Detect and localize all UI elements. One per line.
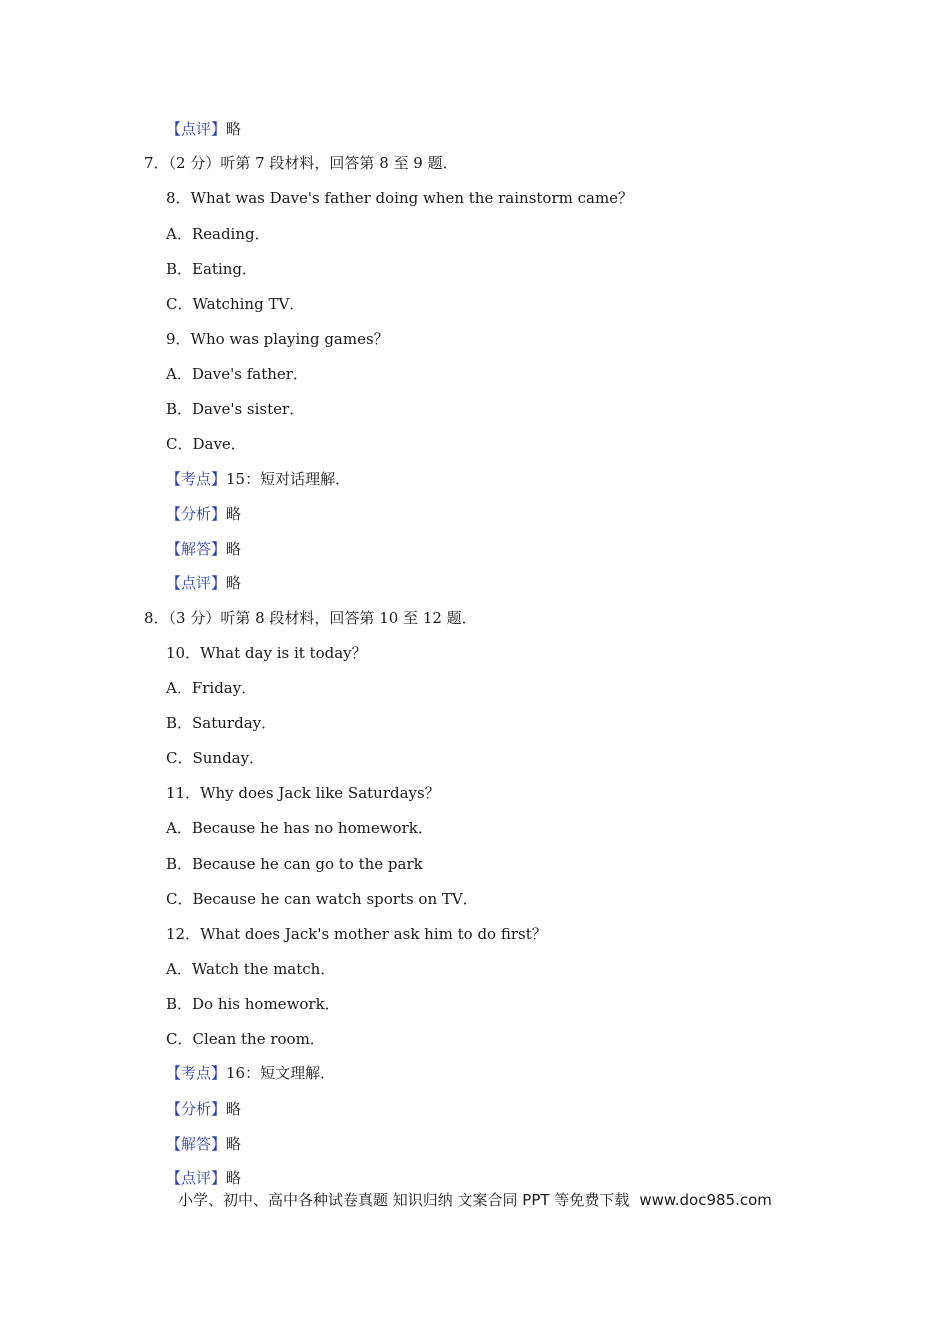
review-heading: [166, 119, 241, 139]
section-text: 略: [226, 574, 242, 592]
option-c: C．Dave．: [166, 435, 246, 453]
option-a: A．Dave's father．: [166, 365, 308, 383]
section-tag: 【点评】: [166, 120, 227, 138]
knowledge-point: [166, 1063, 335, 1083]
review: [166, 573, 241, 593]
analysis: [166, 504, 241, 524]
option-a: A．Friday．: [166, 679, 257, 697]
knowledge-point: [166, 469, 350, 489]
section-text: 16：短文理解．: [226, 1064, 336, 1082]
footer-text: 小学、初中、高中各种试卷真题 知识归纳 文案合同 PPT 等免费下载: [178, 1191, 630, 1209]
section-text: 15：短对话理解．: [226, 470, 351, 488]
option-b: B．Eating．: [166, 260, 258, 278]
option-c: C．Because he can watch sports on TV．: [166, 890, 478, 908]
section-tag: 【考点】: [166, 1064, 227, 1082]
page-footer: [178, 1190, 772, 1210]
section-text: 略: [226, 540, 242, 558]
review: [166, 1168, 241, 1188]
option-a: A．Reading．: [166, 225, 270, 243]
option-c: C．Sunday．: [166, 749, 265, 767]
section-text: 略: [226, 1169, 242, 1187]
question-10: 10．What day is it today？: [166, 644, 367, 662]
question-9: 9．Who was playing games？: [166, 330, 389, 348]
option-b: B．Do his homework．: [166, 995, 340, 1013]
section-tag: 【解答】: [166, 1135, 227, 1153]
option-a: A．Watch the match．: [166, 960, 336, 978]
question-11: 11．Why does Jack like Saturdays？: [166, 784, 440, 802]
option-b: B．Dave's sister．: [166, 400, 305, 418]
option-b: B．Saturday．: [166, 714, 277, 732]
section-tag: 【点评】: [166, 1169, 227, 1187]
section-tag: 【解答】: [166, 540, 227, 558]
question-12: 12．What does Jack's mother ask him to do first？: [166, 925, 547, 943]
section-tag: 【分析】: [166, 1100, 227, 1118]
section-tag: 【分析】: [166, 505, 227, 523]
footer-url: www.doc985.com: [639, 1191, 772, 1209]
option-a: A．Because he has no homework．: [166, 819, 433, 837]
section-text: 略: [226, 1100, 242, 1118]
section-text: 略: [226, 505, 242, 523]
option-c: C．Watching TV．: [166, 295, 305, 313]
section-tag: 【考点】: [166, 470, 227, 488]
question-group-7: 7．（2 分）听第 7 段材料，回答第 8 至 9 题．: [144, 154, 458, 172]
question-8: 8．What was Dave's father doing when the rainstorm came？: [166, 189, 634, 207]
section-text: 略: [226, 1135, 242, 1153]
section-tag: 【点评】: [166, 574, 227, 592]
section-text: 略: [226, 120, 242, 138]
analysis: [166, 1099, 241, 1119]
question-group-8: 8．（3 分）听第 8 段材料，回答第 10 至 12 题．: [144, 609, 477, 627]
answer: [166, 1134, 241, 1154]
answer: [166, 539, 241, 559]
option-b: B．Because he can go to the park: [166, 855, 423, 873]
option-c: C．Clean the room．: [166, 1030, 325, 1048]
